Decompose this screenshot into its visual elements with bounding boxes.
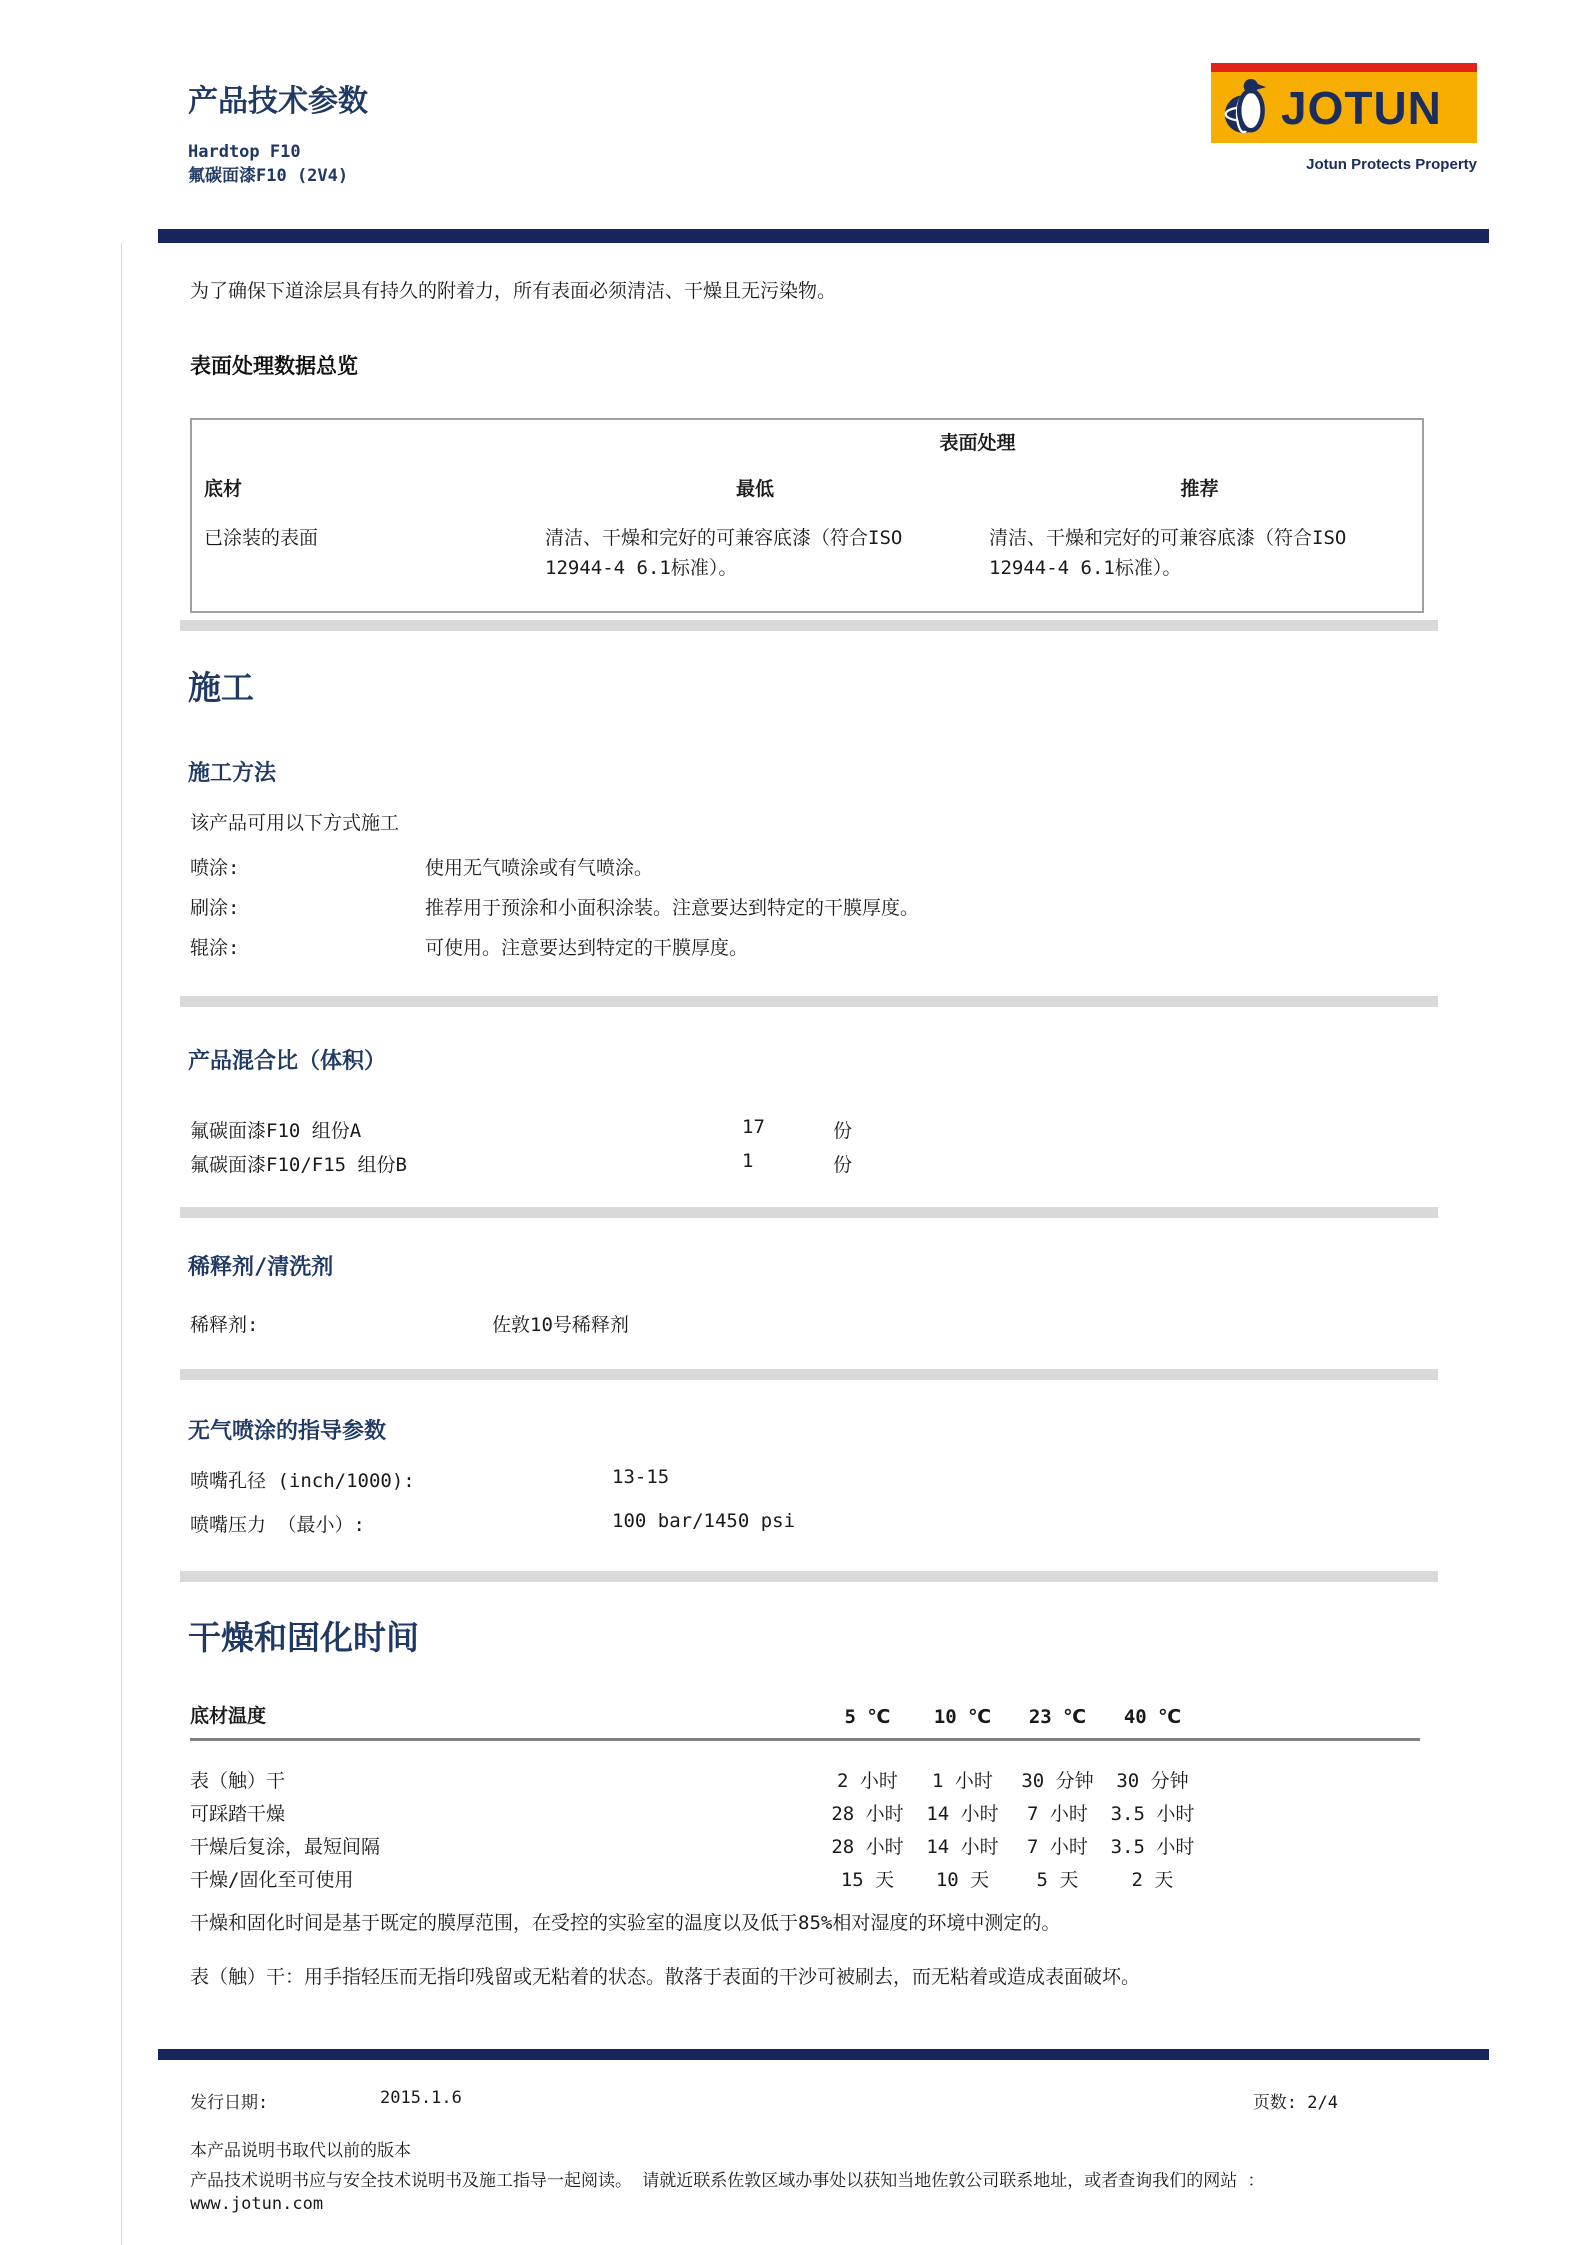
recommended-cell: 清洁、干燥和完好的可兼容底漆（符合ISO 12944-4 6.1标准）。 [989, 527, 1347, 579]
drying-value: 10 天 [935, 1869, 990, 1891]
thinner-value: 佐敦10号稀释剂 [492, 1314, 629, 1336]
drying-row [190, 1829, 1420, 1862]
product-name: Hardtop F10 [188, 142, 301, 162]
spray-value: 13-15 [612, 1466, 670, 1488]
page-title: 产品技术参数 [188, 84, 368, 119]
drying-row [190, 1862, 1420, 1895]
drying-value: 5 天 [1036, 1869, 1079, 1891]
methods-intro: 该产品可用以下方式施工 [190, 812, 400, 834]
drying-value: 28 小时 [831, 1803, 904, 1825]
footer-divider-bar [158, 2049, 1489, 2060]
drying-value: 2 小时 [837, 1770, 898, 1792]
drying-value: 28 小时 [831, 1836, 904, 1858]
thinner-row [190, 1310, 1430, 1336]
drying-header-row [190, 1700, 1420, 1740]
temp-col-header: 5 ℃ [820, 1700, 915, 1740]
method-row [190, 893, 1430, 919]
mixing-value: 17 [742, 1116, 765, 1138]
drying-note: 表（触）干：用手指轻压而无指印残留或无粘着的状态。散落于表面的干沙可被刷去，而无粘着或造成表面破坏。 [190, 1966, 1141, 1988]
jotun-brand-text: JOTUN [1281, 81, 1442, 134]
drying-note: 干燥和固化时间是基于既定的膜厚范围，在受控的实验室的温度以及低于85%相对湿度的环境中测定的。 [190, 1912, 1061, 1934]
minimum-cell: 清洁、干燥和完好的可兼容底漆（符合ISO 12944-4 6.1标准）。 [545, 527, 903, 579]
logo-red-stripe [1211, 63, 1477, 72]
jotun-logo [1211, 63, 1477, 173]
page-number: 页数: 2/4 [1252, 2093, 1338, 2113]
section-divider [180, 1207, 1438, 1218]
drying-heading: 干燥和固化时间 [188, 1618, 419, 1657]
drying-value: 7 小时 [1027, 1836, 1088, 1858]
drying-row [190, 1740, 1420, 1797]
issue-date-label: 发行日期: [190, 2093, 269, 2113]
drying-row-label: 干燥后复涂，最短间隔 [190, 1836, 381, 1858]
drying-value: 3.5 小时 [1110, 1803, 1195, 1825]
mixing-component: 氟碳面漆F10/F15 组份B [190, 1154, 407, 1176]
temp-col-header: 23 ℃ [1010, 1700, 1105, 1740]
section-divider [180, 1369, 1438, 1380]
substrate-cell: 已涂装的表面 [204, 527, 319, 549]
spray-label: 喷嘴孔径 (inch/1000): [190, 1470, 415, 1492]
method-row [190, 933, 1430, 959]
spray-value: 100 bar/1450 psi [612, 1510, 796, 1532]
mixing-component: 氟碳面漆F10 组份A [190, 1120, 362, 1142]
drying-value: 1 小时 [932, 1770, 993, 1792]
surface-prep-table [190, 418, 1424, 613]
footer-note-2: 产品技术说明书应与安全技术说明书及施工指导一起阅读。 请就近联系佐敦区域办事处以获知当地佐敦公司联系地址，或者查询我们的网站 ： [190, 2171, 1265, 2191]
product-name-block [188, 140, 348, 188]
thinner-heading: 稀释剂/清洗剂 [188, 1255, 334, 1280]
substrate-temp-header: 底材温度 [190, 1700, 820, 1740]
spray-row [190, 1510, 1430, 1536]
drying-row-label: 表（触）干 [190, 1770, 286, 1792]
drying-value: 7 小时 [1027, 1803, 1088, 1825]
drying-value: 14 小时 [926, 1836, 999, 1858]
issue-date-value: 2015.1.6 [380, 2088, 462, 2108]
jotun-penguin-icon [1223, 76, 1277, 140]
drying-value: 30 分钟 [1021, 1770, 1094, 1792]
method-value: 使用无气喷涂或有气喷涂。 [425, 857, 654, 879]
footer-note-1: 本产品说明书取代以前的版本 [190, 2141, 411, 2161]
section-divider [180, 996, 1438, 1007]
drying-value: 2 天 [1131, 1869, 1174, 1891]
method-row [190, 853, 1430, 879]
drying-row [190, 1796, 1420, 1829]
logo-gold-band [1211, 72, 1477, 143]
temp-col-spacer [1200, 1700, 1420, 1740]
drying-row-label: 干燥/固化至可使用 [190, 1869, 354, 1891]
mixing-unit: 份 [833, 1154, 853, 1176]
application-heading: 施工 [188, 668, 254, 707]
temp-col-header: 40 ℃ [1105, 1700, 1200, 1740]
spray-row [190, 1466, 1430, 1492]
header-divider-bar [158, 229, 1489, 243]
temp-col-header: 10 ℃ [915, 1700, 1010, 1740]
drying-value: 15 天 [840, 1869, 895, 1891]
intro-text: 为了确保下道涂层具有持久的附着力，所有表面必须清洁、干燥且无污染物。 [190, 280, 837, 302]
product-subtitle: 氟碳面漆F10 (2V4) [188, 166, 349, 186]
method-value: 可使用。注意要达到特定的干膜厚度。 [425, 937, 749, 959]
drying-value: 14 小时 [926, 1803, 999, 1825]
surface-prep-data-row [191, 513, 1423, 612]
drying-table [190, 1700, 1420, 1895]
mixing-unit: 份 [833, 1120, 853, 1142]
method-label: 辊涂: [190, 937, 240, 959]
thinner-label: 稀释剂: [190, 1314, 259, 1336]
drying-row-label: 可踩踏干燥 [190, 1803, 286, 1825]
surface-prep-header-row-1 [191, 419, 1423, 462]
spray-heading: 无气喷涂的指导参数 [188, 1419, 387, 1444]
drying-value: 3.5 小时 [1110, 1836, 1195, 1858]
substrate-header-cell: 底材 [204, 478, 243, 500]
section-divider [180, 1571, 1438, 1582]
spray-label: 喷嘴压力 （最小）: [190, 1514, 365, 1536]
mixing-row [190, 1150, 1430, 1176]
surface-prep-heading: 表面处理数据总览 [190, 354, 358, 378]
method-label: 喷涂: [190, 857, 240, 879]
recommended-header-cell: 推荐 [1180, 478, 1219, 500]
method-label: 刷涂: [190, 897, 240, 919]
mixing-heading: 产品混合比（体积） [188, 1049, 387, 1074]
minimum-header-cell: 最低 [735, 478, 774, 500]
drying-value: 30 分钟 [1116, 1770, 1189, 1792]
method-value: 推荐用于预涂和小面积涂装。注意要达到特定的干膜厚度。 [425, 897, 920, 919]
mixing-row [190, 1116, 1430, 1142]
mixing-value: 1 [742, 1150, 754, 1172]
section-divider [180, 620, 1438, 631]
application-methods-heading: 施工方法 [188, 761, 277, 786]
jotun-tagline: Jotun Protects Property [1306, 156, 1477, 173]
website-text: www.jotun.com [190, 2194, 324, 2214]
surface-treatment-group-header: 表面处理 [939, 431, 1016, 454]
page-edge-line [121, 243, 122, 2245]
